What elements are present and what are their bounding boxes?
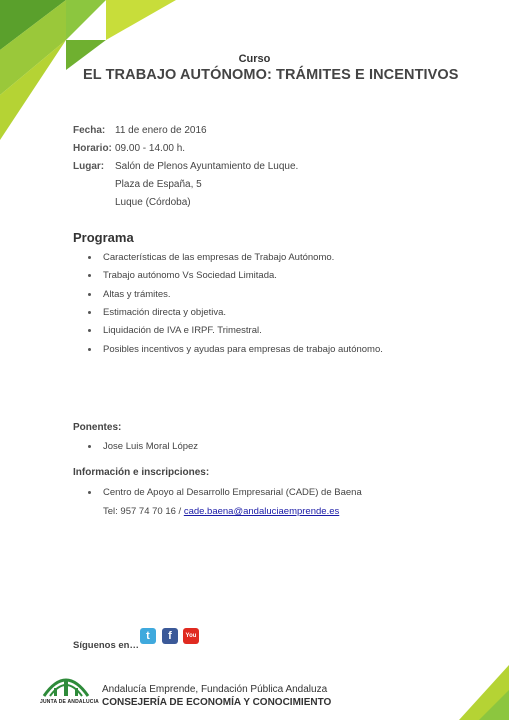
siguenos-label: Síguenos en…: [73, 640, 139, 651]
fecha-label: Fecha:: [73, 125, 106, 136]
footer-line-2: CONSEJERÍA DE ECONOMÍA Y CONOCIMIENTO: [102, 697, 332, 708]
lugar-line-1: Salón de Plenos Ayuntamiento de Luque.: [115, 161, 299, 172]
footer-line-1: Andalucía Emprende, Fundación Pública Andaluza: [102, 684, 328, 695]
twitter-icon[interactable]: t: [140, 628, 156, 644]
list-item: Jose Luis Moral López: [103, 441, 198, 452]
list-item: Liquidación de IVA e IRPF. Trimestral.: [103, 325, 262, 336]
fecha-value: 11 de enero de 2016: [115, 125, 207, 136]
page-title: EL TRABAJO AUTÓNOMO: TRÁMITES E INCENTIVOS: [83, 67, 459, 83]
list-item: Altas y trámites.: [103, 289, 171, 300]
horario-value: 09.00 - 14.00 h.: [115, 143, 186, 154]
list-item: Trabajo autónomo Vs Sociedad Limitada.: [103, 270, 277, 281]
email-link[interactable]: cade.baena@andaluciaemprende.es: [183, 506, 340, 517]
horario-label: Horario:: [73, 143, 112, 154]
lugar-line-3: Luque (Córdoba): [115, 197, 191, 208]
junta-andalucia-logo-icon: [40, 670, 92, 700]
tel-text: Tel: 957 74 70 16 /: [103, 506, 184, 517]
list-item: Posibles incentivos y ayudas para empresas de trabajo autónomo.: [103, 344, 383, 355]
inscripciones-heading: Información e inscripciones:: [73, 467, 210, 478]
facebook-icon[interactable]: f: [162, 628, 178, 644]
lugar-line-2: Plaza de España, 5: [115, 179, 202, 190]
programa-heading: Programa: [73, 230, 134, 245]
list-item: Características de las empresas de Trabajo Autónomo.: [103, 252, 334, 263]
decorative-triangle-bottom-right: [459, 665, 509, 720]
junta-logo-text: JUNTA DE ANDALUCIA: [40, 699, 99, 705]
list-item: Estimación directa y objetiva.: [103, 307, 226, 318]
lugar-label: Lugar:: [73, 161, 105, 172]
list-item: Centro de Apoyo al Desarrollo Empresarial (CADE) de Baena: [103, 487, 362, 498]
course-label: Curso: [238, 53, 271, 65]
ponentes-heading: Ponentes:: [73, 422, 122, 433]
youtube-icon[interactable]: You: [183, 628, 199, 644]
contact-line: [103, 506, 339, 517]
